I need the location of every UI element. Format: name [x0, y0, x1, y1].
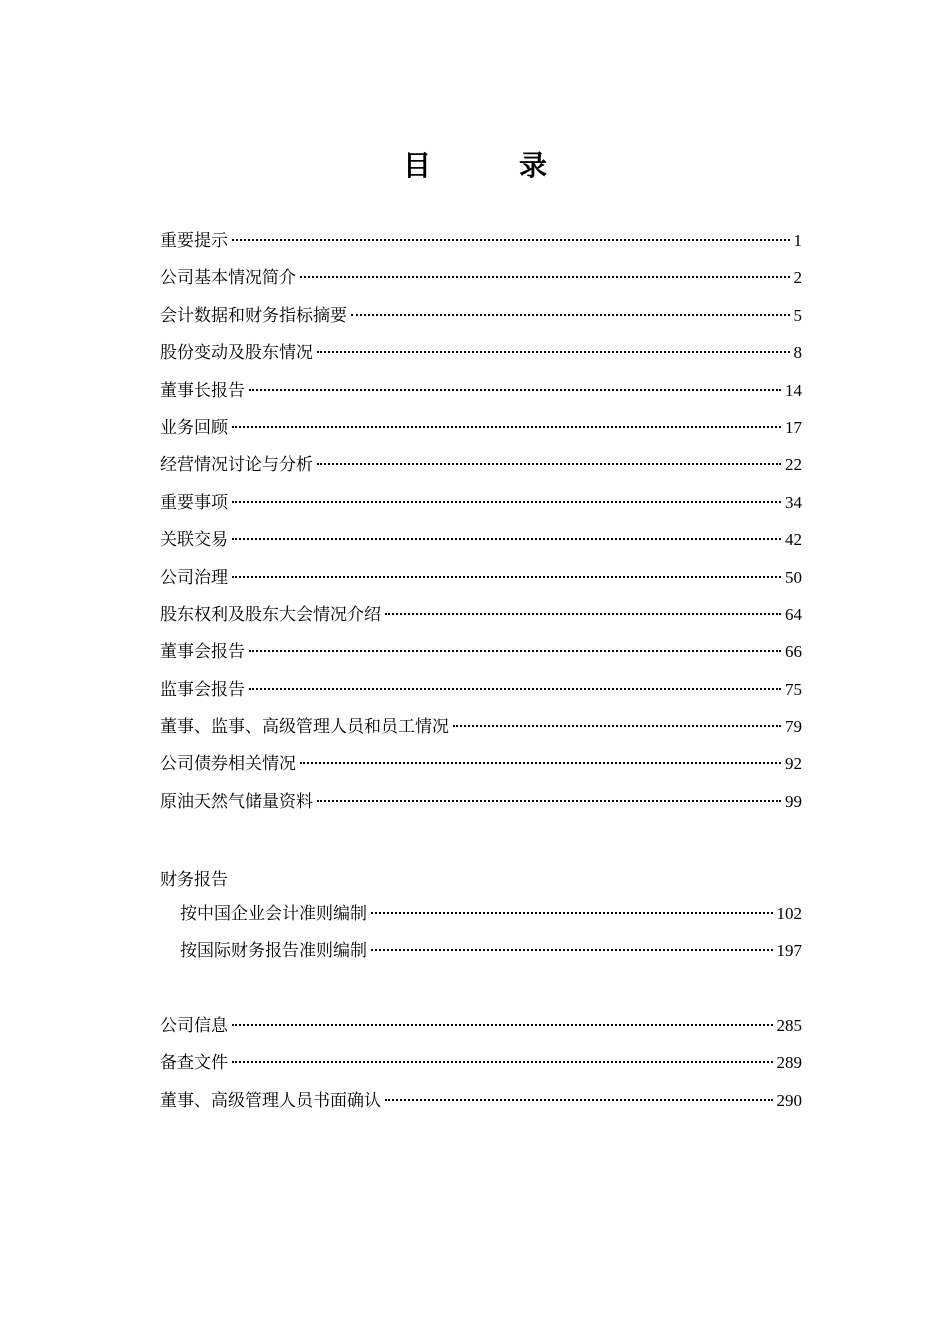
- toc-entry-page-number: 17: [785, 417, 802, 437]
- dot-leader: [249, 389, 781, 391]
- toc-entry-label: 董事会报告: [160, 642, 245, 663]
- toc-entry-page-number: 50: [785, 567, 802, 587]
- dot-leader: [385, 613, 781, 615]
- toc-entry[interactable]: [160, 453, 802, 490]
- dot-leader: [317, 351, 790, 353]
- dot-leader: [371, 912, 773, 914]
- toc-entry-page-number: 14: [785, 380, 802, 400]
- toc-entry-label: 备查文件: [160, 1053, 228, 1074]
- toc-entry[interactable]: [160, 379, 802, 416]
- dot-leader: [232, 1024, 773, 1026]
- toc-entry[interactable]: [160, 752, 802, 789]
- toc-entry[interactable]: [160, 1051, 802, 1088]
- toc-entry[interactable]: [160, 715, 802, 752]
- toc-entry-page-number: 22: [785, 455, 802, 475]
- toc-entry-label: 董事、高级管理人员书面确认: [160, 1090, 381, 1111]
- toc-main-list: [160, 229, 802, 827]
- toc-entry-page-number: 2: [793, 268, 802, 288]
- dot-leader: [351, 314, 790, 316]
- toc-entry-page-number: 290: [776, 1090, 802, 1110]
- dot-leader: [300, 762, 781, 764]
- toc-entry-page-number: 75: [785, 679, 802, 699]
- toc-entry-page-number: 8: [793, 343, 802, 363]
- toc-entry-label: 重要提示: [160, 231, 228, 251]
- toc-entry[interactable]: [160, 229, 802, 266]
- toc-entry-label: 关联交易: [160, 530, 228, 551]
- toc-entry-page-number: 92: [785, 754, 802, 774]
- page-title: 目 录: [402, 149, 577, 182]
- dot-leader: [232, 501, 781, 503]
- toc-entry[interactable]: [160, 790, 802, 827]
- toc-entry[interactable]: [160, 528, 802, 565]
- toc-entry-label: 公司信息: [160, 1016, 228, 1036]
- toc-entry[interactable]: [160, 603, 802, 640]
- toc-entry-page-number: 99: [785, 791, 802, 811]
- toc-entry[interactable]: [160, 939, 802, 976]
- toc-entry-label: 公司债券相关情况: [160, 754, 296, 775]
- toc-entry-page-number: 285: [776, 1016, 802, 1035]
- dot-leader: [317, 800, 781, 802]
- dot-leader: [300, 276, 790, 278]
- toc-entry-page-number: 5: [793, 305, 802, 325]
- dot-leader: [371, 949, 773, 951]
- toc-entry-page-number: 64: [785, 604, 802, 624]
- dot-leader: [249, 688, 781, 690]
- toc-entry-label: 股东权利及股东大会情况介绍: [160, 604, 381, 625]
- toc-entry-label: 董事长报告: [160, 380, 245, 401]
- toc-entry-label: 监事会报告: [160, 679, 245, 700]
- toc-entry-page-number: 79: [785, 717, 802, 737]
- toc-closing-list: [160, 1014, 802, 1126]
- dot-leader: [232, 426, 781, 428]
- toc-entry-label: 重要事项: [160, 492, 228, 513]
- toc-entry[interactable]: [160, 341, 802, 378]
- toc-entry-label: 公司治理: [160, 567, 228, 588]
- toc-entry[interactable]: [160, 1089, 802, 1126]
- toc-entry[interactable]: [160, 491, 802, 528]
- financial-section-heading: 财务报告: [160, 870, 228, 890]
- toc-entry-page-number: 66: [785, 642, 802, 662]
- toc-entry[interactable]: [160, 1014, 802, 1051]
- toc-entry-label: 经营情况讨论与分析: [160, 455, 313, 476]
- toc-entry[interactable]: [160, 416, 802, 453]
- toc-entry-label: 原油天然气储量资料: [160, 791, 313, 812]
- toc-entry-page-number: 289: [776, 1053, 802, 1073]
- toc-entry-page-number: 34: [785, 492, 802, 512]
- dot-leader: [453, 725, 781, 727]
- dot-leader: [232, 239, 790, 241]
- toc-entry-label: 公司基本情况简介: [160, 268, 296, 289]
- toc-entry[interactable]: [160, 902, 802, 939]
- toc-entry-page-number: 42: [785, 530, 802, 550]
- toc-entry-page-number: 1: [793, 231, 802, 250]
- dot-leader: [232, 1061, 773, 1063]
- toc-entry-label: 股份变动及股东情况: [160, 343, 313, 364]
- dot-leader: [249, 650, 781, 652]
- toc-entry-page-number: 102: [776, 904, 802, 923]
- toc-entry-label: 业务回顾: [160, 417, 228, 438]
- toc-entry-label: 按国际财务报告准则编制: [180, 941, 367, 962]
- toc-entry[interactable]: [160, 304, 802, 341]
- toc-entry[interactable]: [160, 266, 802, 303]
- dot-leader: [317, 463, 781, 465]
- dot-leader: [385, 1099, 773, 1101]
- toc-financial-list: [160, 902, 802, 977]
- toc-entry[interactable]: [160, 640, 802, 677]
- dot-leader: [232, 538, 781, 540]
- toc-entry-label: 按中国企业会计准则编制: [180, 904, 367, 924]
- toc-entry[interactable]: [160, 678, 802, 715]
- toc-entry-label: 会计数据和财务指标摘要: [160, 305, 347, 326]
- toc-entry[interactable]: [160, 566, 802, 603]
- dot-leader: [232, 576, 781, 578]
- toc-entry-page-number: 197: [776, 941, 802, 961]
- toc-entry-label: 董事、监事、高级管理人员和员工情况: [160, 717, 449, 738]
